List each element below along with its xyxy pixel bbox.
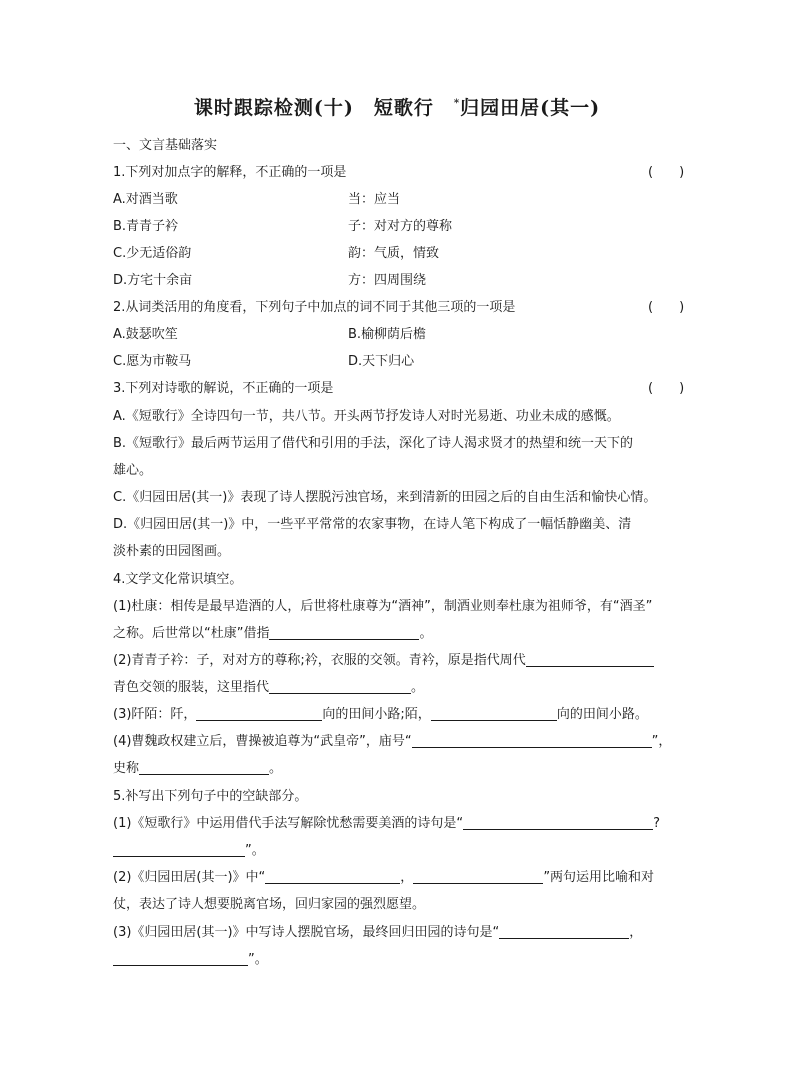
q3-option-b-line2: 雄心。 <box>113 463 153 478</box>
answer-blank[interactable] <box>139 760 269 775</box>
q1-option-b-gloss: 子：对对方的尊称 <box>348 219 453 234</box>
q3-option-d-line1: D.《归园田居(其一)》中，一些平平常常的农家事物，在诗人笔下构成了一幅恬静幽美、清 <box>113 517 632 532</box>
answer-blank[interactable] <box>413 869 543 884</box>
q3-option-b-line1: B.《短歌行》最后两节运用了借代和引用的手法，深化了诗人渴求贤才的热望和统一天下的 <box>113 436 634 451</box>
q1-option-d-gloss: 方：四周围绕 <box>348 273 427 288</box>
q2-stem: 2.从词类活用的角度看，下列句子中加点的词不同于其他三项的一项是 <box>113 300 516 315</box>
answer-blank[interactable] <box>269 625 419 640</box>
q3-stem: 3.下列对诗歌的解说，不正确的一项是 <box>113 381 334 396</box>
q2-option-a: A.鼓瑟吹笙 <box>113 327 178 342</box>
q1-option-b: B.青青子衿 <box>113 219 179 234</box>
title-part2: 短歌行 <box>373 97 434 119</box>
page-title <box>0 93 794 120</box>
q1-answer-paren: ( ) <box>648 165 685 180</box>
answer-blank[interactable] <box>412 733 652 748</box>
answer-blank[interactable] <box>265 869 400 884</box>
title-part3: 归园田居(其一) <box>460 97 601 119</box>
answer-blank[interactable] <box>113 842 245 857</box>
q4-item4-line2: 史称 。 <box>113 761 283 776</box>
q5-item2-line1: (2)《归园田居(其一)》中“ ， ”两句运用比喻和对 <box>113 870 655 885</box>
q5-item3-line1: (3)《归园田居(其一)》中写诗人摆脱官场，最终回归田园的诗句是“ ， <box>113 925 643 940</box>
q2-option-c: C.愿为市鞍马 <box>113 354 192 369</box>
q4-item2-line1: (2)青青子衿：子，对对方的尊称;衿，衣服的交领。青衿，原是指代周代 <box>113 652 654 670</box>
q1-option-c-gloss: 韵：气质，情致 <box>348 246 440 261</box>
title-part1: 课时跟踪检测(十) <box>193 97 354 119</box>
q4-item3: (3)阡陌：阡， 向的田间小路;陌， 向的田间小路。 <box>113 707 648 722</box>
q1-option-d: D.方宅十余亩 <box>113 273 193 288</box>
q3-option-c: C.《归园田居(其一)》表现了诗人摆脱污浊官场，来到清新的田园之后的自由生活和愉快心情。 <box>113 490 657 505</box>
q5-item2-line2: 仗，表达了诗人想要脱离官场，回归家园的强烈愿望。 <box>113 897 426 912</box>
answer-blank[interactable] <box>526 652 654 667</box>
q4-stem: 4.文学文化常识填空。 <box>113 572 243 587</box>
q5-stem: 5.补写出下列句子中的空缺部分。 <box>113 789 308 804</box>
answer-blank[interactable] <box>499 924 629 939</box>
answer-blank[interactable] <box>196 706 322 721</box>
q5-item1-line2: ”。 <box>113 842 265 860</box>
title-mark: * <box>453 98 461 109</box>
q3-answer-paren: ( ) <box>648 381 685 396</box>
q3-option-d-line2: 淡朴素的田园图画。 <box>113 544 231 559</box>
q5-item1-line1: (1)《短歌行》中运用借代手法写解除忧愁需要美酒的诗句是“ ? <box>113 816 661 831</box>
answer-blank[interactable] <box>463 815 653 830</box>
q5-item3-line2: ”。 <box>113 951 268 969</box>
answer-blank[interactable] <box>269 679 411 694</box>
q4-item2-line2: 青色交领的服装，这里指代 。 <box>113 680 425 695</box>
answer-blank[interactable] <box>113 951 248 966</box>
q4-item1-line1: (1)杜康：相传是最早造酒的人，后世将杜康尊为“酒神”，制酒业则奉杜康为祖师爷，有“酒圣” <box>113 599 653 614</box>
q4-item4-line1: (4)曹魏政权建立后，曹操被追尊为“武皇帝”，庙号“ ”， <box>113 734 672 749</box>
q3-option-a: A.《短歌行》全诗四句一节，共八节。开头两节抒发诗人对时光易逝、功业未成的感慨。 <box>113 409 620 424</box>
q4-item1-line2: 之称。后世常以“杜康”借指 。 <box>113 626 433 641</box>
q2-option-d: D.天下归心 <box>348 354 415 369</box>
q1-option-a-gloss: 当：应当 <box>348 192 401 207</box>
q2-answer-paren: ( ) <box>648 300 685 315</box>
q1-option-c: C.少无适俗韵 <box>113 246 192 261</box>
q1-stem: 1.下列对加点字的解释，不正确的一项是 <box>113 165 347 180</box>
q2-option-b: B.榆柳荫后檐 <box>348 327 427 342</box>
q1-option-a: A.对酒当歌 <box>113 192 178 207</box>
section-heading: 一、文言基础落实 <box>113 138 218 153</box>
answer-blank[interactable] <box>431 706 557 721</box>
